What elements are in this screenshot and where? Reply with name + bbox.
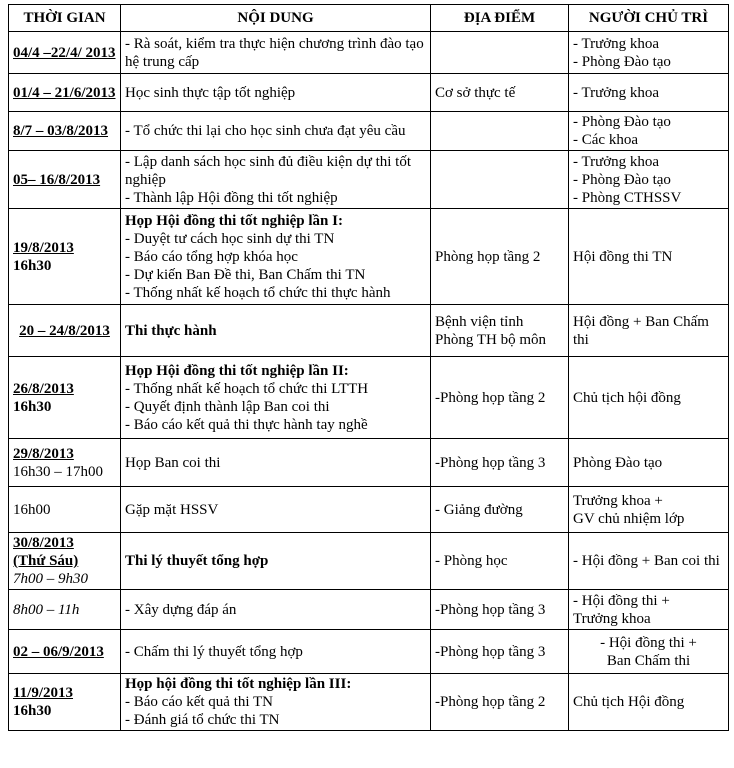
cell-line: 05– 16/8/2013 (13, 171, 101, 188)
cell-host (569, 439, 729, 487)
cell-content (121, 439, 431, 487)
cell-line: 8/7 – 03/8/2013 (13, 123, 109, 139)
cell-line: Họp Hội đồng thi tốt nghiệp lần I: (125, 212, 343, 229)
cell-line: 16h00 (13, 501, 51, 518)
cell-line: - Chấm thi lý thuyết tổng hợp (125, 643, 303, 660)
cell-place (431, 533, 569, 590)
cell-line: - Thành lập Hội đồng thi tốt nghiệp (125, 189, 338, 206)
table-row (9, 112, 729, 151)
cell-place (431, 74, 569, 112)
cell-line: - Thống nhất kế hoạch tổ chức thi thực hành (125, 284, 391, 301)
cell-line: 11/9/2013 (13, 685, 74, 701)
table-row (9, 151, 729, 209)
table-row (9, 674, 729, 731)
cell-place (431, 630, 569, 674)
cell-host (569, 674, 729, 731)
cell-line: Ban Chấm thi (606, 652, 691, 669)
cell-host (569, 32, 729, 74)
cell-line: Bệnh viện tỉnh (435, 313, 524, 330)
schedule-table (8, 4, 729, 731)
cell-line: -Phòng họp tầng 3 (435, 454, 546, 471)
cell-line: 16h30 – 17h00 (13, 463, 103, 480)
cell-content (121, 674, 431, 731)
cell-line: 29/8/2013 (13, 445, 74, 462)
cell-place (431, 32, 569, 74)
cell-line: 04/4 –22/4/ 2013 (13, 44, 116, 61)
header-time: THỜI GIAN (9, 5, 121, 32)
cell-time (9, 533, 121, 590)
cell-content (121, 533, 431, 590)
table-row (9, 305, 729, 357)
table-row (9, 32, 729, 74)
cell-line: Học sinh thực tập tốt nghiệp (125, 84, 296, 101)
cell-content (121, 357, 431, 439)
cell-line: Chủ tịch hội đồng (573, 389, 681, 406)
cell-line: -Phòng họp tầng 2 (435, 694, 546, 710)
cell-time (9, 487, 121, 533)
cell-host (569, 357, 729, 439)
cell-content (121, 487, 431, 533)
cell-host (569, 151, 729, 209)
cell-host (569, 630, 729, 674)
cell-time (9, 74, 121, 112)
cell-time (9, 151, 121, 209)
cell-line: - Phòng Đào tạo (573, 114, 671, 130)
cell-line: - Duyệt tư cách học sinh dự thi TN (125, 230, 335, 247)
cell-line: - Trưởng khoa (573, 35, 660, 52)
table-row (9, 439, 729, 487)
cell-line: 7h00 – 9h30 (13, 571, 88, 587)
cell-content (121, 209, 431, 305)
cell-line: - Xây dựng đáp án (125, 601, 237, 618)
table-row (9, 590, 729, 630)
cell-line: - Giảng đường (435, 501, 523, 518)
table-row (9, 209, 729, 305)
cell-line: Hội đồng + Ban Chấm thi (573, 313, 709, 348)
cell-content (121, 74, 431, 112)
cell-line: - Rà soát, kiểm tra thực hiện chương trình đào tạo hệ trung cấp (125, 35, 424, 70)
cell-line: - Hội đồng + Ban coi thi (573, 553, 720, 569)
cell-line: -Phòng họp tầng 2 (435, 389, 546, 406)
cell-line: Thi thực hành (125, 322, 217, 339)
cell-line: - Trưởng khoa (573, 84, 660, 101)
cell-line: - Trưởng khoa (573, 153, 660, 170)
cell-line: - Các khoa (573, 132, 638, 148)
cell-time (9, 209, 121, 305)
cell-line: 8h00 – 11h (13, 601, 80, 618)
cell-line: Hội đồng thi TN (573, 248, 673, 265)
cell-line: -Phòng họp tầng 3 (435, 601, 546, 618)
cell-line: 16h30 (13, 703, 52, 719)
table-row (9, 487, 729, 533)
cell-time (9, 32, 121, 74)
cell-line: Trưởng khoa (573, 610, 651, 627)
header-row (9, 5, 729, 32)
cell-host (569, 590, 729, 630)
cell-line: Chủ tịch Hội đồng (573, 694, 685, 710)
cell-line: - Báo cáo kết quả thi TN (125, 694, 274, 710)
cell-host (569, 533, 729, 590)
cell-line: Phòng TH bộ môn (435, 331, 546, 348)
cell-line: Cơ sở thực tế (435, 84, 516, 101)
cell-line: - Lập danh sách học sinh đủ điều kiện dự thi tốt nghiệp (125, 153, 411, 188)
cell-line: Họp hội đồng thi tốt nghiệp lần III: (125, 676, 352, 692)
cell-line: - Phòng Đào tạo (573, 171, 671, 188)
cell-time (9, 357, 121, 439)
table-row (9, 74, 729, 112)
cell-line: 16h30 (13, 257, 52, 274)
cell-line: - Dự kiến Ban Đề thi, Ban Chấm thi TN (125, 266, 366, 283)
cell-line: - Thống nhất kế hoạch tổ chức thi LTTH (125, 380, 369, 397)
cell-time (9, 305, 121, 357)
cell-place (431, 112, 569, 151)
cell-time (9, 590, 121, 630)
header-place: ĐỊA ĐIỂM (431, 5, 569, 32)
cell-place (431, 590, 569, 630)
cell-line: - Tổ chức thi lại cho học sinh chưa đạt yêu cầu (125, 123, 406, 139)
cell-place (431, 487, 569, 533)
cell-line: Họp Ban coi thi (125, 454, 221, 471)
cell-line: (Thứ Sáu) (13, 553, 79, 569)
cell-line: - Phòng học (435, 553, 508, 569)
cell-content (121, 151, 431, 209)
table-row (9, 533, 729, 590)
cell-content (121, 590, 431, 630)
cell-host (569, 112, 729, 151)
cell-content (121, 32, 431, 74)
cell-place (431, 151, 569, 209)
cell-place (431, 209, 569, 305)
cell-line: Phòng Đào tạo (573, 454, 663, 471)
table-row (9, 630, 729, 674)
cell-time (9, 674, 121, 731)
cell-content (121, 112, 431, 151)
cell-place (431, 305, 569, 357)
cell-line: 16h30 (13, 398, 52, 415)
cell-line: - Đánh giá tổ chức thi TN (125, 712, 280, 728)
cell-line: - Phòng CTHSSV (573, 189, 682, 206)
cell-line: Thi lý thuyết tổng hợp (125, 553, 269, 569)
cell-line: 02 – 06/9/2013 (13, 643, 104, 660)
cell-host (569, 209, 729, 305)
cell-line: GV chủ nhiệm lớp (573, 510, 685, 527)
cell-content (121, 305, 431, 357)
cell-line: 19/8/2013 (13, 239, 74, 256)
cell-line: 01/4 – 21/6/2013 (13, 84, 116, 101)
cell-line: - Báo cáo kết quả thi thực hành tay nghề (125, 416, 368, 433)
cell-line: Họp Hội đồng thi tốt nghiệp lần II: (125, 362, 349, 379)
header-host: NGƯỜI CHỦ TRÌ (569, 5, 729, 32)
table-row (9, 357, 729, 439)
cell-time (9, 630, 121, 674)
cell-line: - Báo cáo tổng hợp khóa học (125, 248, 298, 265)
cell-host (569, 305, 729, 357)
cell-time (9, 439, 121, 487)
cell-line: -Phòng họp tầng 3 (435, 643, 546, 660)
header-content: NỘI DUNG (121, 5, 431, 32)
cell-host (569, 487, 729, 533)
cell-place (431, 357, 569, 439)
cell-line: 20 – 24/8/2013 (19, 322, 110, 339)
cell-place (431, 439, 569, 487)
cell-line: - Hội đồng thi + (573, 592, 670, 609)
cell-line: Trưởng khoa + (573, 492, 663, 509)
cell-place (431, 674, 569, 731)
cell-content (121, 630, 431, 674)
cell-line: - Hội đồng thi + (600, 634, 697, 651)
cell-line: Gặp mặt HSSV (125, 501, 219, 518)
cell-line: 26/8/2013 (13, 380, 74, 397)
cell-line: 30/8/2013 (13, 535, 74, 551)
cell-host (569, 74, 729, 112)
cell-line: - Phòng Đào tạo (573, 53, 671, 70)
cell-line: - Quyết định thành lập Ban coi thi (125, 398, 330, 415)
cell-line: Phòng họp tầng 2 (435, 248, 541, 265)
cell-time (9, 112, 121, 151)
